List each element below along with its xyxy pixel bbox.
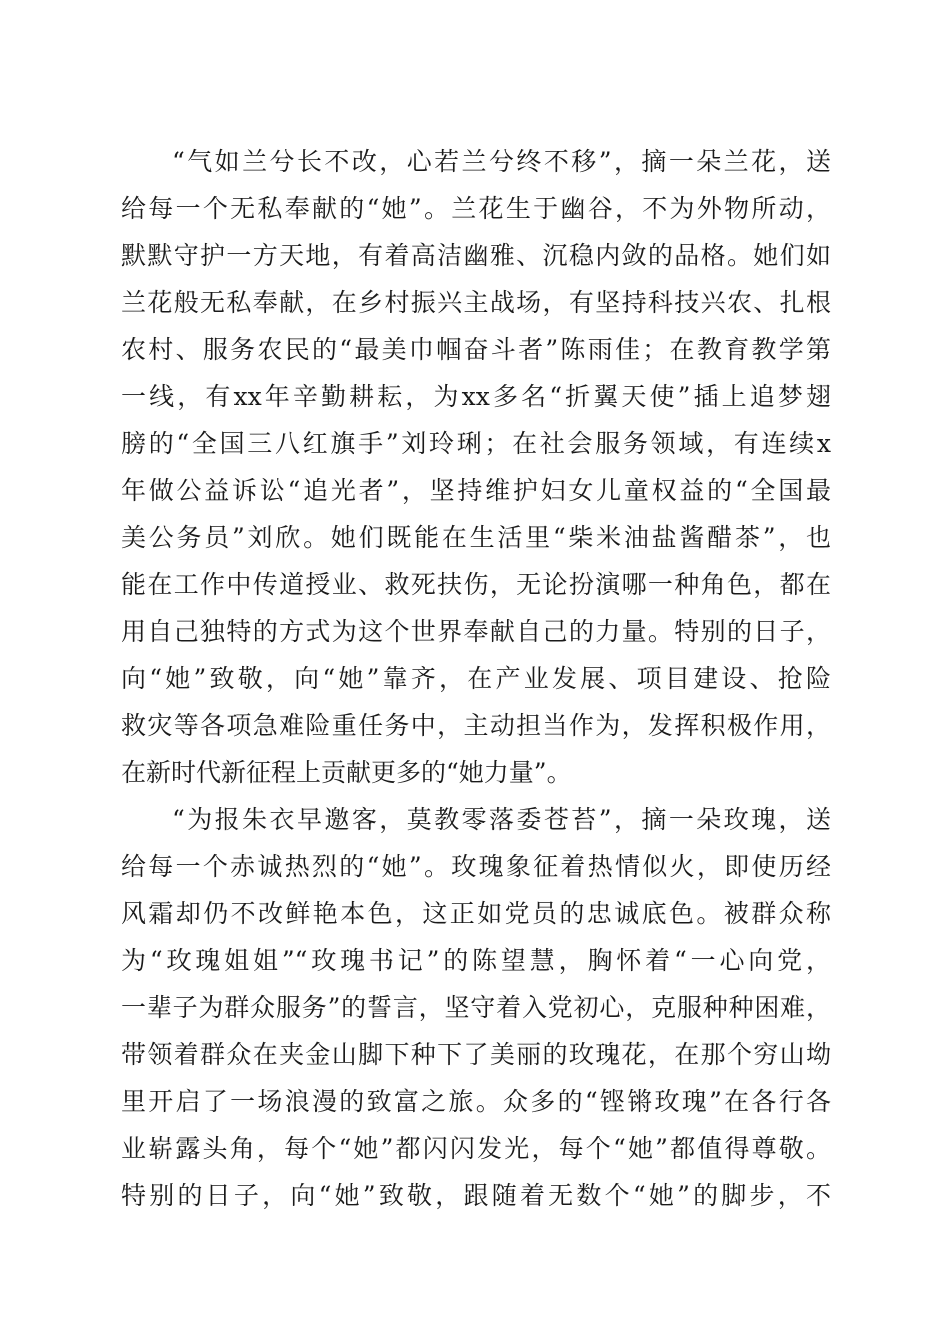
text-line: 特别的日子，向“她”致敬，跟随着无数个“她”的脚步，不 bbox=[121, 1181, 831, 1210]
text-line: 美公务员”刘欣。她们既能在生活里“柴米油盐酱醋茶”，也 bbox=[121, 523, 831, 552]
text-line: 向“她”致敬，向“她”靠齐，在产业发展、项目建设、抢险 bbox=[121, 664, 831, 693]
text-line: 一线，有xx年辛勤耕耘，为xx多名“折翼天使”插上追梦翅 bbox=[121, 382, 831, 411]
text-line: “气如兰兮长不改，心若兰兮终不移”，摘一朵兰花，送 bbox=[172, 147, 831, 176]
text-line: 默默守护一方天地，有着高洁幽雅、沉稳内敛的品格。她们如 bbox=[121, 241, 831, 270]
text-line: 风霜却仍不改鲜艳本色，这正如党员的忠诚底色。被群众称 bbox=[121, 899, 831, 928]
text-line: 农村、服务农民的“最美巾帼奋斗者”陈雨佳；在教育教学第 bbox=[121, 335, 831, 364]
text-line: 兰花般无私奉献，在乡村振兴主战场，有坚持科技兴农、扎根 bbox=[121, 288, 831, 317]
text-line: 救灾等各项急难险重任务中，主动担当作为，发挥积极作用， bbox=[121, 711, 831, 740]
text-line: 为“玫瑰姐姐”“玫瑰书记”的陈望慧，胸怀着“一心向党， bbox=[121, 946, 831, 975]
text-line: 给每一个无私奉献的“她”。兰花生于幽谷，不为外物所动， bbox=[121, 194, 831, 223]
text-line: 在新时代新征程上贡献更多的“她力量”。 bbox=[121, 758, 572, 787]
text-line: 用自己独特的方式为这个世界奉献自己的力量。特别的日子， bbox=[121, 617, 831, 646]
text-line: 里开启了一场浪漫的致富之旅。众多的“铿锵玫瑰”在各行各 bbox=[121, 1087, 831, 1116]
text-line: 给每一个赤诚热烈的“她”。玫瑰象征着热情似火，即使历经 bbox=[121, 852, 831, 881]
text-line: 一辈子为群众服务”的誓言，坚守着入党初心，克服种种困难， bbox=[121, 993, 831, 1022]
text-line: 膀的“全国三八红旗手”刘玲琍；在社会服务领域，有连续x bbox=[121, 429, 831, 458]
text-line: 业崭露头角，每个“她”都闪闪发光，每个“她”都值得尊敬。 bbox=[121, 1134, 831, 1163]
text-line: “为报朱衣早邀客，莫教零落委苍苔”，摘一朵玫瑰，送 bbox=[172, 805, 831, 834]
text-line: 带领着群众在夹金山脚下种下了美丽的玫瑰花，在那个穷山坳 bbox=[121, 1040, 831, 1069]
text-line: 年做公益诉讼“追光者”，坚持维护妇女儿童权益的“全国最 bbox=[121, 476, 831, 505]
text-line: 能在工作中传道授业、救死扶伤，无论扮演哪一种角色，都在 bbox=[121, 570, 831, 599]
